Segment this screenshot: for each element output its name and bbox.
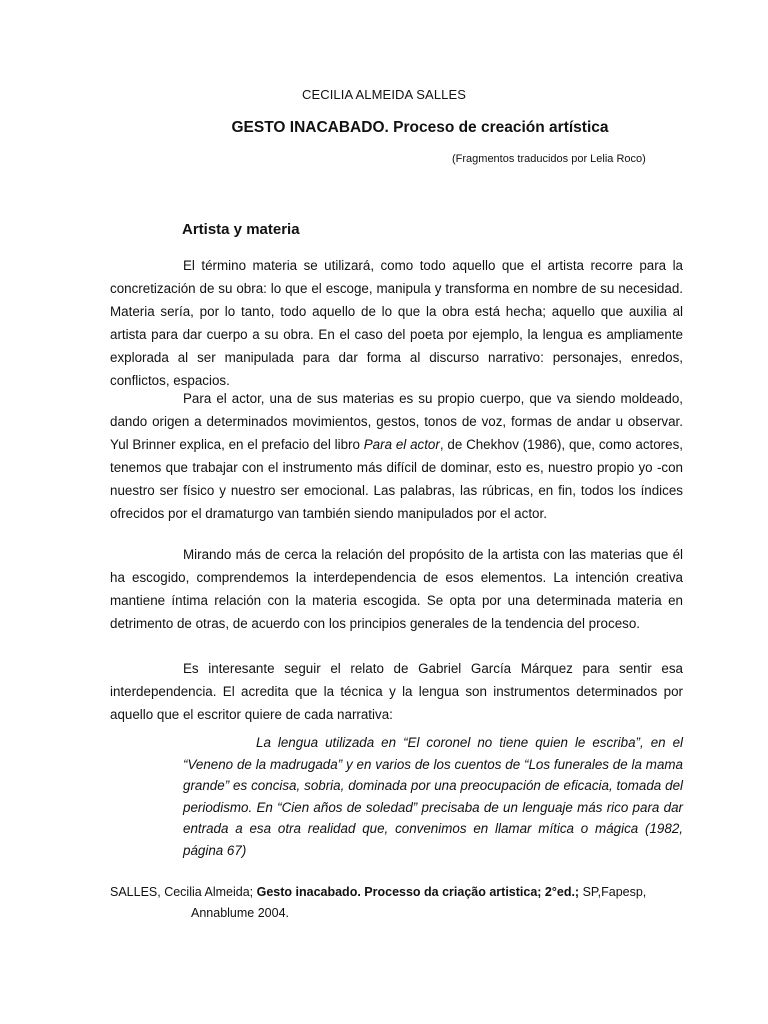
- paragraph-2: [110, 387, 683, 525]
- reference-place: SP,Fapesp,: [579, 885, 647, 899]
- reference-author: SALLES, Cecilia Almeida;: [110, 885, 257, 899]
- block-quote: [183, 732, 683, 861]
- paragraph-1-text: El término materia se utilizará, como todo aquello que el artista recorre para la concretización de su obra: lo que el escoge, manipula y transforma en nombre de su necesidad. Materia sería, por lo tanto, todo aquello de lo que la obra está hecha; aquello que auxilia al artista para dar cuerpo a su obra. En el caso del poeta por ejemplo, la lengua es ampliamente explorada al ser manipulada para dar forma al discurso narrativo: personajes, enredos, conflictos, espacios.: [110, 258, 683, 388]
- paragraph-3: [110, 543, 683, 635]
- book-title-para-el-actor: Para el actor: [363, 437, 440, 452]
- document-title: GESTO INACABADO. Proceso de creación artística: [231, 119, 609, 136]
- author-name: CECILIA ALMEIDA SALLES: [301, 87, 467, 102]
- paragraph-2-text-a: Para el actor, una de sus materias es su propio cuerpo, que va siendo moldeado, dando origen a determinados movimientos, gestos, tonos de voz, formas de andar u observar. Yul Brinner explica, en el prefacio del libro: [110, 391, 683, 452]
- bibliographic-reference: [110, 882, 695, 924]
- paragraph-4-text: Es interesante seguir el relato de Gabriel García Márquez para sentir esa interdependencia. El acredita que la técnica y la lengua son instrumentos determinados por aquello que el escritor quiere de cada narrativa:: [110, 661, 683, 722]
- paragraph-1: [110, 254, 683, 392]
- reference-edition: 2°ed.;: [541, 885, 580, 899]
- paragraph-2-text-b: , de Chekhov (1986), que, como actores, tenemos que trabajar con el instrumento más difícil de dominar, esto es, nuestro propio yo -con nuestro ser físico y nuestro ser emocional. Las palabras, las rúbricas, en fin, todos los índices ofrecidos por el dramaturgo van también siendo manipulados por el actor.: [110, 437, 684, 521]
- reference-work-title: Gesto inacabado. Processo da criação artistica;: [256, 885, 542, 899]
- translation-credit: (Fragmentos traducidos por Lelia Roco): [452, 153, 646, 165]
- reference-publisher-year: Annablume 2004.: [191, 906, 289, 920]
- block-quote-text: La lengua utilizada en “El coronel no tiene quien le escriba”, en el “Veneno de la madrugada” y en varios de los cuentos de “Los funerales de la mama grande” es concisa, sobria, dominada por una preocupación de eficacia, tomada del periodismo. En “Cien años de soledad” precisaba de un lenguaje más rico para dar entrada a esa otra realidad que, convenimos en llamar mítica o mágica (1982, página 67): [183, 735, 683, 858]
- section-heading: Artista y materia: [182, 221, 300, 238]
- paragraph-3-text: Mirando más de cerca la relación del propósito de la artista con las materias que él ha escogido, comprendemos la interdependencia de esos elementos. La intención creativa mantiene íntima relación con la materia escogida. Se opta por una determinada materia en detrimento de otras, de acuerdo con los principios generales de la tendencia del proceso.: [110, 547, 683, 631]
- paragraph-4: [110, 657, 683, 726]
